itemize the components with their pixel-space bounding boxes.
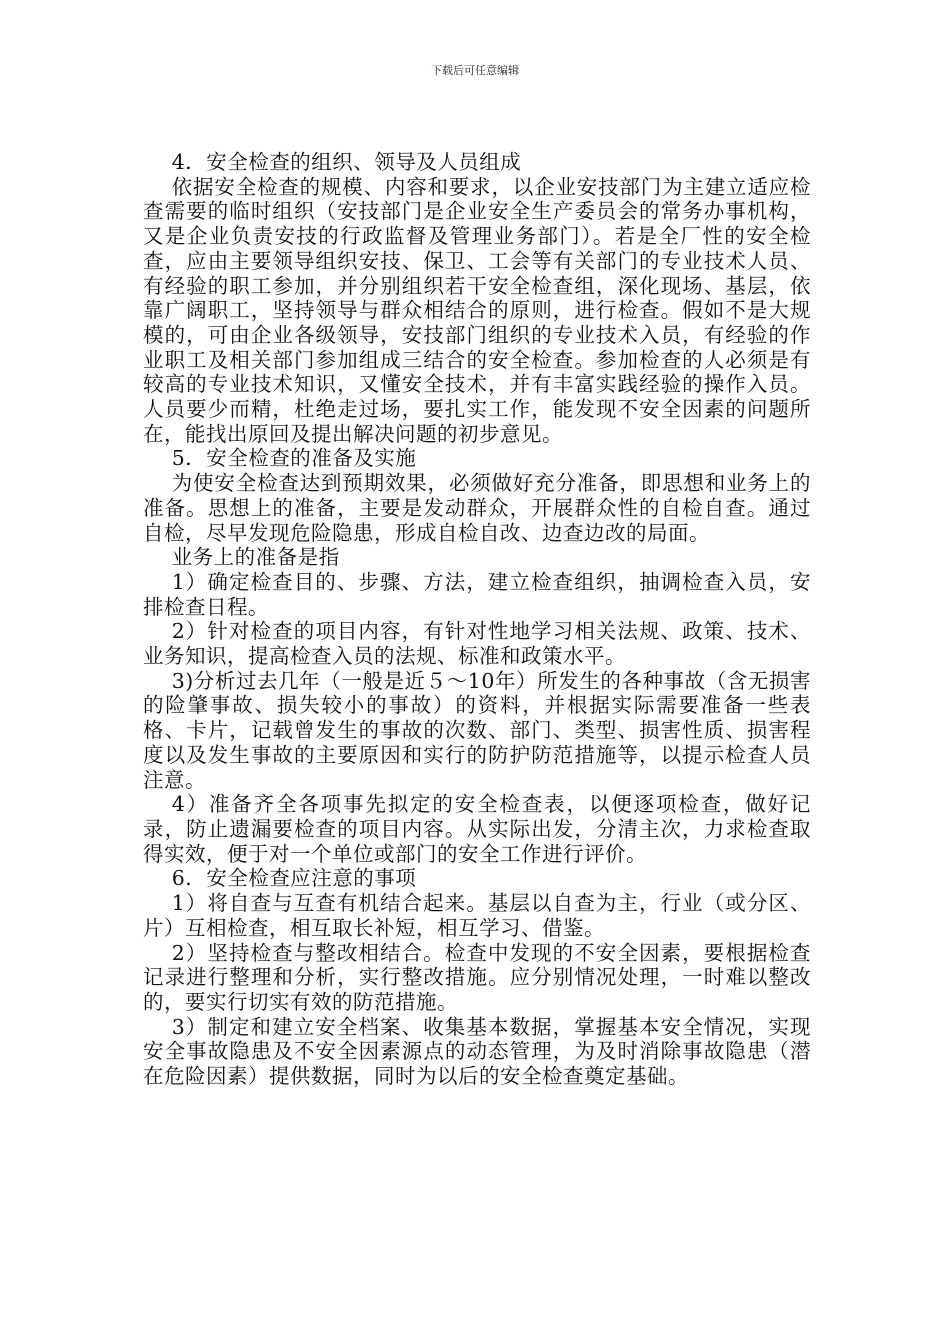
paragraph: 为使安全检查达到预期效果，必须做好充分准备，即思想和业务上的准备。思想上的准备，主要是发动群众，开展群众性的自检自查。通过自检，尽早发现危险隐患，形成自检自改、边查边改的局面。 <box>143 471 811 545</box>
list-item: 4）准备齐全各项事先拟定的安全检查表，以便逐项检查，做好记录，防止遗漏要检查的项目内容。从实际出发，分清主次，力求检查取得实效，便于对一个单位或部门的安全工作进行评价。 <box>143 792 811 866</box>
list-item: 3)分析过去几年（一般是近５～10年）所发生的各种事故（含无损害的险肇事故、损失较小的事故）的资料，并根据实际需要准备一些表格、卡片，记载曾发生的事故的次数、部门、类型、损害性质、损害程度以及发生事故的主要原因和实行的防护防范措施等，以提示检查人员注意。 <box>143 668 811 792</box>
section-heading-5: 5．安全检查的准备及实施 <box>171 446 417 471</box>
list-item: 1）将自查与互查有机结合起来。基层以自查为主，行业（或分区、片）互相检查，相互取长补短，相互学习、借鉴。 <box>143 891 811 940</box>
list-item: 2）针对检查的项目内容，有针对性地学习相关法规、政策、技术、业务知识，提高检查入员的法规、标准和政策水平。 <box>143 619 811 669</box>
list-item: 1）确定检查目的、步骤、方法，建立检查组织，抽调检查入员，安排检查日程。 <box>143 569 811 619</box>
section-heading-6: 6．安全检查应注意的事项 <box>171 866 417 891</box>
section-heading-4: 4．安全检查的组织、领导及人员组成 <box>171 150 522 174</box>
paragraph: 依据安全检查的规模、内容和要求，以企业安技部门为主建立适应检查需要的临时组织（安技部门是企业安全生产委员会的常务办事机构，又是企业负责安技的行政监督及管理业务部门）。若是全厂性的安全检查，应由主要领导组织安技、保卫、工会等有关部门的专业技术人员、有经验的职工参加，并分别组织若干安全检查组，深化现场、基层，依靠广阔职工，坚持领导与群众相结合的原则，进行检查。假如不是大规模的，可由企业各级领导，安技部门组织的专业技术入员，有经验的作业职工及相关部门参加组成三结合的安全检查。参加检查的人必须是有较高的专业技术知识，又懂安全技术，并有丰富实践经验的操作入员。人员要少而精，杜绝走过场，要扎实工作，能发现不安全因素的问题所在，能找出原回及提出解决问题的初步意见。 <box>143 174 811 446</box>
document-body <box>143 150 811 1089</box>
paragraph: 业务上的准备是指 <box>171 545 340 570</box>
page-header: 下载后可任意编辑 <box>431 64 519 77</box>
list-item: 2）坚持检查与整改相结合。检查中发现的不安全因素，要根据检查记录进行整理和分析，实行整改措施。应分别情况处理，一时难以整改的，要实行切实有效的防范措施。 <box>143 940 811 1014</box>
list-item: 3）制定和建立安全档案、收集基本数据，掌握基本安全情况，实现安全事故隐患及不安全因素源点的动态管理，为及时消除事故隐患（潜在危险因素）提供数据，同时为以后的安全检查奠定基础。 <box>143 1014 811 1089</box>
